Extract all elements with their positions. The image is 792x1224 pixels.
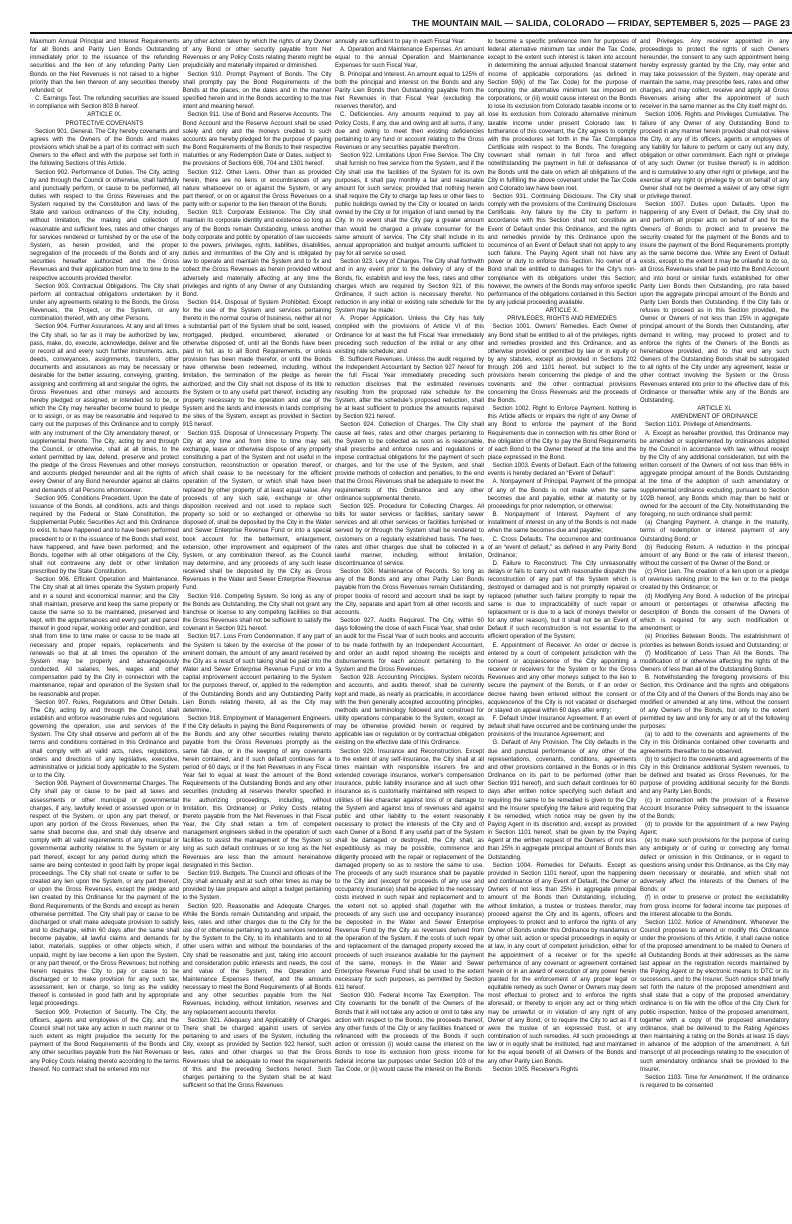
ordinance-paragraph: (c) Prior Lien. The creation of a lien upon or a pledge of revenues ranking prior to the lien or to the pledge created by this Ordinance; or	[640, 569, 789, 592]
ordinance-paragraph: and Privileges. Any receiver appointed in any proceedings to protect the rights of such Owners hereunder, the consent to any such appointment being hereby expressly granted by the City, may enter and may take possession of the System, may operate and maintain the same, may prescribe fees, rates and other charges, and may collect, receive and apply all Gross Revenues arising after the appointment of such receiver in the same manner as the City itself might do.	[640, 39, 789, 111]
ordinance-paragraph: Section 1007. Duties upon Defaults. Upon the happening of any Event of Default, the City shall do and perform all proper acts on behalf of and for the Owners of Bonds to protect and to preserve the security created for the payment of the Bonds and to insure the payment of the Bond Requirements promptly as the same become due. While any Event of Default exists, except to the extent it may be unlawful to do so, all Gross Revenues shall be paid into the Bond Account and into bond or similar funds established for other Parity Lien Bonds then Outstanding, pro rata based upon the aggregate principal amount of the Bonds and Parity Lien Bonds then Outstanding. If the City fails or refuses to proceed as in this Section provided, the Owner or Owners of not less than 25% in aggregate principal amount of the Bonds then Outstanding, after demand in writing, may proceed to protect and to enforce the rights of the Owners of the Bonds as hereinabove provided, and to that end any such Owners of the Outstanding Bonds shall be subrogated to all rights of the City under any agreement, lease or other contract involving the System or the Gross Revenues entered into prior to the effective date of this Ordinance or thereafter while any of the Bonds are Outstanding.	[640, 202, 789, 404]
page-masthead: THE MOUNTAIN MAIL — SALIDA, COLORADO — FRIDAY, SEPTEMBER 5, 2025 — PAGE 23	[411, 18, 790, 28]
ordinance-paragraph: Section 1005. Receiver's Rights	[492, 1066, 579, 1073]
ordinance-paragraph: G. Default of Any Provision. The City defaults in the due and punctual performance of any other of the representations, covenants, conditions, agreements and other provisions contained in the Bonds or in this Ordinance on its part to be performed (other than Section 931 hereof), and such default continues for 60 days after written notice specifying such default and requiring the same to be remedied is given to the City and the Insurer specifying the failure and requiring that it be remedied, which notice may be given by the Paying Agent in its discretion and, except as provided in Section 1101 hereof, shall be given by the Paying Agent at the written request of the Owners of not less than 25% in aggregate principal amount of Bonds then Outstanding.	[487, 740, 637, 861]
text-column-3	[335, 38, 484, 1214]
ordinance-paragraph: Section 902. Performance of Duties. The City, acting by and through the Council or otherwise, shall faithfully and punctually perform, or cause to be performed, all duties with respect to the Gross Revenues and the System required by the Constitution and laws of the State and various ordinances of the City, including, without limitation, the making and collection of reasonable and sufficient fees, rates and other charges for services rendered or furnished by or the use of the System, as herein provided, and the proper segregation of the proceeds of the Bonds and of any securities hereafter authorized and the Gross Revenues and their application from time to time to the respective accounts provided therefor.	[30, 169, 179, 282]
ordinance-paragraph: (f) Modification of Less Than All the Bonds. The modification of or otherwise affecting the rights of the Owners of less than all of the Outstanding Bonds.	[640, 650, 789, 674]
ordinance-paragraph: (f) in order to preserve or protect the excludability from gross income for federal income tax purposes of the interest allocable to the Bonds.	[640, 895, 789, 918]
ordinance-paragraph: Section 1101. Privilege of Amendments.	[645, 422, 752, 429]
ordinance-paragraph: annually are sufficient to pay in each Fiscal Year:	[335, 39, 466, 45]
article-heading: PRIVILEGES, RIGHTS AND REMEDIES	[507, 316, 617, 323]
ordinance-paragraph: B. Nonpayment of Interest. Payment of any installment of interest on any of the Bonds is not made when the same becomes due and payable;	[487, 512, 637, 535]
ordinance-paragraph: Section 912. Other Liens. Other than as provided herein, there are no liens or encumbrances of any nature whatsoever on or against the System, or any part thereof, or on or against the Gross Revenues on a parity with or superior to the lien thereon of the Bonds.	[182, 169, 332, 209]
ordinance-paragraph: Section 1002. Right to Enforce Payment. Nothing in this Article affects or impairs the right of any Owner of any Bond to enforce the payment of the Bond Requirements due in connection with his other Bond or the obligation of the City to pay the Bond Requirements of each Bond to the Owner thereof at the time and the place expressed in the Bond.	[487, 406, 637, 461]
ordinance-paragraph: Section 908. Payment of Governmental Charges. The City shall pay or cause to be paid all taxes and assessments or other municipal or governmental charges, if any, lawfully levied or assessed upon or in respect of the System, or upon any part thereof, or upon any portion of the Gross Revenues, when the same shall become due, and shall duly observe and comply with all valid requirements of any municipal or governmental authority relative to the System or any part thereof, except for any period during which the same are being contested in good faith by proper legal proceedings. The City shall not create or suffer to be created any lien upon the System, or any part thereof, or upon the Gross Revenues, except the pledge and lien created by this Ordinance for the payment of the Bond Requirements of the Bonds and except as herein otherwise permitted. The City shall pay or cause to be discharged or shall make adequate provision to satisfy and to discharge, within 60 days after the same shall become payable, all lawful claims and demands for labor, materials, supplies or other objects which, if unpaid, might by law become a lien upon the System, or any part thereof, or the Gross Revenues; but nothing herein requires the City to pay or cause to be discharged or to make provision for any such tax, assessment, lien or charge, so long as the validity thereof is contested in good faith and by appropriate legal proceedings.	[30, 781, 179, 1008]
ordinance-paragraph: Maximum Annual Principal and Interest Requirements for all Bonds and Parity Lien Bonds Outstanding immediately prior to the issuance of the refunding securities and the lien of any refunding Parity Lien Bonds on the Net Revenues is not raised to a higher priority than the lien thereon of any securities thereby refunded; or	[30, 39, 179, 94]
ordinance-paragraph: any other action taken by which the rights of any Owner of any Bond or other security payable from Net Revenues or any Policy Costs relating thereto might be prejudicially and materially impaired or diminished.	[182, 39, 332, 70]
ordinance-paragraph: Section 924. Collection of Charges. The City shall cause all fees, rates and other charges pertaining to the System to be collected as soon as is reasonable, shall prescribe and enforce rules and regulations or impose contractual obligations for the payment of such charges, and for the use of the System, and shall provide methods of collection and penalties, to the end that the Gross Revenues shall be adequate to meet the requirements of this Ordinance and any other ordinance supplemental thereto.	[335, 422, 484, 502]
ordinance-paragraph: A. Proper Application. Unless the City has fully complied with the provisions of Article VI of this Ordinance for at least the full Fiscal Year immediately preceding such reduction of the initial or any other existing rate schedule; and	[335, 316, 484, 355]
ordinance-paragraph: A. Except as hereafter provided, this Ordinance may be amended or supplemented by ordinances adopted by the Council in accordance with law, without receipt by the City of any additional consideration, but with the written consent of the Owners of not less than 66% in aggregate principal amount of the Bonds Outstanding at the time of the adoption of such amendatory or supplemental ordinance excluding, pursuant to Section 102B hereof, any Bonds which may then be held or owned for the account of the City. Notwithstanding the foregoing, no such ordinance shall permit:	[640, 430, 789, 519]
ordinance-paragraph: Section 923. Levy of Charges. The City shall forthwith and in any event prior to the delivery of any of the Bonds, fix, establish and levy the fees, rates and other charges which are required by Section 921 of this Ordinance, if such action is necessary therefor. No reduction in any initial or existing rate schedule for the System may be made:	[335, 259, 484, 315]
ordinance-paragraph: Section 931. Continuing Disclosure. The City shall comply with the provisions of the Continuing Disclosure Certificate. Any failure by the City to perform in accordance with this Section shall not constitute an Event of Default under this Ordinance, and the rights and remedies provide by this Ordinance upon the occurrence of an Event of Default shall not apply to any such failure. The Paying Agent shall not have any power or duty to enforce this Section. No owner of a Bond shall be entitled to damages for the City's non-compliance with its obligations under this Section; however, the owners of the Bonds may enforce specific performance of the obligations contained in this Section by any judicial proceeding available.	[487, 193, 637, 306]
ordinance-paragraph: Section 1006. Rights and Privileges Cumulative. The failure of any Owner of any Outstanding Bond to proceed in any manner herein provided shall not relieve the City, or any of its officers, agents or employees of any liability for failure to perform or carry out any duty, obligation or other commitment. Each right or privilege of any such Owner (or trustee thereof) is in addition and is cumulative to any other right or privilege, and the exercise of any right or privilege by or on behalf of any Owner shall not be deemed a waiver of any other right or privilege thereof.	[640, 112, 789, 200]
ordinance-paragraph: to become a specific preference item for purposes of federal alternative minimum tax under the Tax Code, except to the extent such interest is taken into account in determining the annual adjusted financial statement income of applicable corporations (as defined in Section 59(k) of the Tax Code) for the purpose of computing the alternative minimum tax imposed on corporations, or (iii) would cause interest on the Bonds to lose its exclusion from Colorado taxable income or to lose its exclusion from Colorado alternative minimum taxable income under present Colorado law. In furtherance of this covenant, the City agrees to comply with the procedures set forth in the Tax Compliance Certificate with respect to the Bonds. The foregoing covenant shall remain in full force and effect notwithstanding the payment in full or defeasance of the Bonds until the date on which all obligations of the City in fulfilling the above covenant under the Tax Code and Colorado law have been met.	[487, 39, 637, 192]
ordinance-paragraph: C. Deficiencies. Any amounts required to pay all Policy Costs, if any, due and owing and all sums, if any, due and owing to meet then existing deficiencies pertaining to any fund or account relating to the Gross Revenues or any securities payable therefrom.	[335, 112, 484, 152]
ordinance-paragraph: (e) to make such provisions for the purpose of curing any ambiguity or of curing or correcting any formal defect or omission in this Ordinance, or in regard to questions arising under this Ordinance, as the City may deem necessary or desirable, and which shall not adversely affect the interests of the Owners of the Bonds; or	[640, 838, 789, 894]
ordinance-paragraph: A. Nonpayment of Principal. Payment of the principal of any of the Bonds is not made when the same becomes due and payable, either at maturity or by proceedings for prior redemption, or otherwise;	[487, 479, 637, 510]
text-column-5	[640, 38, 789, 1214]
ordinance-paragraph: (a) to add to the covenants and agreements of the City in this Ordinance contained other covenants and agreements thereafter to be observed;	[640, 732, 789, 755]
ordinance-paragraph: Section 1103. Time for Amendment. If the ordinance is required to be consented	[640, 1074, 789, 1089]
ordinance-paragraph: (d) Modifying Any Bond. A reduction of the principal amount or percentages or otherwise affecting the description of Bonds the consent of the Owners of which is required for any such modification or amendment; or	[640, 593, 789, 633]
ordinance-paragraph: Section 911. Use of Bond and Reserve Accounts. The Bond Account and the Reserve Account shall be used solely and only and the moneys credited to such accounts are hereby pledged for the purpose of paying the Bond Requirements of the Bonds to their respective maturities or any Redemption Date or Dates, subject to the provisions of Sections 606, 704 and 1301 hereof.	[182, 112, 332, 168]
article-heading: ARTICLE X.	[545, 308, 579, 315]
article-heading: AMENDMENT OF ORDINANCE	[671, 414, 758, 421]
ordinance-paragraph: D. Failure to Reconstruct. The City unreasonably delays or fails to carry out with reasonable dispatch the reconstruction of any part of the System which is destroyed or damaged and is not promptly repaired or replaced (whether such failure promptly to repair the same is due to impracticability of such repair or replacement or is due to a lack of moneys therefor or for any other reason), but it shall not be an Event of Default if such reconstruction is not essential to the efficient operation of the System;	[487, 561, 637, 641]
text-column-1	[30, 38, 179, 1214]
ordinance-paragraph: Section 927. Audits Required. The City, within 60 days following the close of each Fiscal Year, shall order an audit for the Fiscal Year of such books and accounts to be made forthwith by an Independent Accountant, and order an audit report showing the receipts and disbursements for each account pertaining to the System and the Gross Revenues.	[335, 618, 484, 674]
ordinance-paragraph: Section 1003. Events of Default. Each of the following events is hereby declared an “Event of Default”:	[487, 463, 637, 478]
article-heading: ARTICLE IX.	[87, 112, 122, 119]
ordinance-paragraph: Section 925. Procedure for Collecting Charges. All bills for water services or facilities, sanitary sewer services and all other services or facilities furnished or served by or through the System shall be rendered to customers on a regularly established basis. The fees, rates and other charges due shall be collected in a lawful manner, including, without limitation, discontinuance of service.	[335, 503, 484, 567]
ordinance-paragraph: Section 922. Limitations Upon Free Service. The City shall furnish no free service from the System, and if the City shall use the facilities of the System for its own purposes, it shall pay monthly a fair and reasonable amount for such service; provided that nothing herein shall require the City to charge tap fees or other fees to public buildings owned by the City or located on lands owned by the City or for irrigation of land owned by the City. In no event shall the City pay a greater amount than would be charged a private consumer for the same amount of service. The City shall include in its annual appropriation and budget amounts sufficient to pay for all service so used.	[335, 153, 484, 258]
ordinance-paragraph: Section 1001. Owners' Remedies. Each Owner of any Bond shall be entitled to all of the privileges, rights and remedies provided and this Ordinance, and as otherwise provided or permitted by law or in equity or by any statutes, except as provided in Sections 202 through 206 and 1101 hereof, but subject to the provisions herein concerning the pledge of and the covenants and the other contractual provisions concerning the Gross Revenues and the proceeds of the Bonds.	[487, 324, 637, 404]
ordinance-paragraph: A. Operation and Maintenance Expenses. An amount equal to the annual Operation and Maintenance Expenses for such Fiscal Year,	[335, 47, 484, 70]
ordinance-paragraph: Section 903. Contractual Obligations. The City shall perform all contractual obligations undertaken by it under any agreements relating to the Bonds, the Gross Revenues, the Project, or the System, or any combination thereof, with any other Persons.	[30, 283, 179, 323]
ordinance-paragraph: Section 1004. Remedies for Defaults. Except as provided in Section 1101 hereof, upon the happening and continuance of any Event of Default, the Owner or Owners of not less than 25% in aggregate principal amount of the Bonds then Outstanding, including, without limitation, a trustee or trustees therefor, may proceed against the City and its agents, officers and employees to protect and to enforce the rights of any Owner of Bonds under this Ordinance by mandamus or by other suit, action or special proceedings in equity or at law, in any court of competent jurisdiction, either for the appointment of a receiver or for the specific performance of any covenant or agreement contained herein or in an award of execution of any power herein granted for the enforcement of any proper legal or equitable remedy as such Owner or Owners may deem most effectual to protect and to enforce the rights aforesaid, or thereby to enjoin any act or thing which may be unlawful or in violation of any right of any Owner of any Bond, or to require the City to act as if it were the trustee of an expressed trust, or any combination of such remedies. All such proceedings at law or in equity shall be instituted, had and maintained for the equal benefit of all Owners of the Bonds and any other Parity Lien Bonds.	[487, 862, 637, 1065]
ordinance-paragraph: (a) Changing Payment. A change in the maturity, terms of redemption or interest payment of any Outstanding Bond; or	[640, 520, 789, 543]
article-heading: PROTECTIVE COVENANTS	[65, 120, 144, 127]
ordinance-paragraph: Section 919. Budgets. The Council and officials of the City shall annually and at such other times as may be provided by law prepare and adopt a budget pertaining to the System.	[182, 870, 332, 902]
ordinance-paragraph: Section 1102. Notice of Amendment. Whenever the Council proposes to amend or modify this Ordinance under the provisions of this Article, it shall cause notice of the proposed amendment to be mailed to Owners of all Outstanding Bonds at their addresses as the same last appear on the registration records maintained by the Paying Agent or by electronic means to DTC or its successors, and to the Insurer. Such notice shall briefly set forth the nature of the proposed amendment and shall state that a copy of the proposed amendatory ordinance is on file with the office of the City Clerk for public inspection. Notice of the proposed amendment, together with a copy of the proposed amendatory ordinance, shall be delivered to the Rating Agencies then maintaining a rating on the Bonds at least 15 days in advance of the adoption of the amendment. A full transcript of all proceedings relating to the execution of such amendatory ordinance shall be provided to the Insurer.	[640, 919, 789, 1073]
article-heading: ARTICLE XI.	[697, 406, 732, 413]
ordinance-paragraph: Section 930. Federal Income Tax Exemption. The City covenants for the benefit of the Owners of the Bonds that it will not take any action or omit to take any action with respect to the Bonds, the proceeds thereof, any other funds of the City or any facilities financed or refinanced with the proceeds of the Bonds if such action or omission (i) would cause the interest on the Bonds to lose its exclusion from gross income for federal income tax purposes under Section 103 of the Tax Code, or (ii) would cause the interest on the Bonds	[335, 993, 484, 1073]
ordinance-paragraph: (b) to subject to the covenants and agreements of the City in this Ordinance additional System revenues, to be defined and treated as Gross Revenues, for the purpose of providing additional security for the Bonds and any Parity Lien Bonds;	[640, 756, 789, 796]
ordinance-paragraph: (e) Priorities Between Bonds. The establishment of priorities as between Bonds issued and Outstanding; or	[640, 634, 789, 649]
text-column-2	[183, 38, 332, 1214]
ordinance-paragraph: Section 920. Reasonable and Adequate Charges. While the Bonds remain Outstanding and unpaid, the fees, rates and other charges due to the City for the use of or otherwise pertaining to and services rendered by the System to the City, to its inhabitants and to all other users within and without the boundaries of the City shall be reasonable and just, taking into account and consideration public interests and needs, the cost and value of the System, the Operation and Maintenance Expenses thereof, and the amounts necessary to meet the Bond Requirements of all Bonds and any other securities payable from the Net Revenues, including, without limitation, reserves and any replacement accounts therefor.	[182, 903, 332, 1016]
ordinance-paragraph: Section 915. Disposal of Unnecessary Property. The City at any time and from time to time may sell, exchange, lease or otherwise dispose of any property constituting a part of the System and not useful in the construction, reconstruction or operation thereof, or which shall cease to be necessary for the efficient operation of the System, or which shall have been replaced by other property of at least equal value. Any proceeds of any such sale, exchange or other disposition received and not used to replace such property so sold or so exchanged or otherwise so disposed of, shall be deposited by the City in the Water and Sewer Enterprise Revenue Fund or into a special book account for the betterment, enlargement, extension, other improvement and equipment of the System, or any combination thereof, as the Council may determine, and any proceeds of any such lease received shall be deposited by the City as Gross Revenues in the Water and Sewer Enterprise Revenue Fund.	[182, 430, 332, 592]
ordinance-paragraph: Section 929. Insurance and Reconstruction. Except to the extent of any self-insurance, the City shall at all times maintain with responsible insurers fire and extended coverage insurance, worker's compensation insurance, public liability insurance and all such other insurance as is customarily maintained with respect to utilities of like character against loss of or damage to the System and against loss of revenues and against public and other liability to the extent reasonably necessary to protect the interests of the City and of each Owner of a Bond. If any useful part of the System shall be damaged or destroyed, the City shall, as expeditiously as may be possible, commence and diligently proceed with the repair or replacement of the damaged property so as to restore the same to use. The proceeds of any such insurance shall be payable to the City and (except for proceeds of any use and occupancy insurance) shall be applied to the necessary costs involved in such repair and replacement and to the extent not so applied shall (together with the proceeds of any such use and occupancy insurance) be deposited in the Water and Sewer Enterprise Revenue Fund by the City as revenues derived from the operation of the System. If the costs of such repair and replacement of the damaged property exceed the proceeds of such insurance available for the payment of the same, moneys in the Water and Sewer Enterprise Revenue Fund shall be used to the extent necessary for such purposes, as permitted by Section 611 hereof.	[335, 748, 484, 992]
ordinance-paragraph: Section 905. Conditions Precedent. Upon the date of issuance of the Bonds, all conditions, acts and things required by the Federal or State Constitution, the Supplemental Public Securities Act and this Ordinance to exist, to have happened and to have been performed precedent to or in the issuance of the Bonds shall exist, have happened, and have been performed; and the Bonds, together with all other obligations of the City, shall not contravene any debt or other limitation prescribed by the State Constitution.	[30, 495, 179, 576]
masthead-rule	[30, 32, 792, 34]
ordinance-paragraph: Section 901. General. The City hereby covenants and agrees with the Owners of the Bonds and makes provisions which shall be a part of its contract with such Owners to the effect and with the purpose set forth in the following Sections of this Article.	[30, 128, 179, 168]
ordinance-paragraph: Section 907. Rules, Regulations and Other Details. The City, acting by and through the Council, shall establish and enforce reasonable rules and regulations governing the operation, use and services of the System. The City shall observe and perform all of the terms and conditions contained in this Ordinance and shall comply with all valid acts, rules, regulations, orders and directions of any legislative, executive, administrative or judicial body applicable to the System or to the City.	[30, 699, 179, 780]
ordinance-paragraph: Section 918. Employment of Management Engineers. If the City defaults in paying the Bond Requirements of the Bonds and any other securities relating thereto payable from the Gross Revenues promptly as the same fall due, or in the keeping of any covenants herein contained, and if such default continues for a period of 60 days, or if the Net Revenues in any Fiscal Year fail to equal at least the amount of the Bond Requirements of the Outstanding Bonds and any other securities (including all reserves therefor specified in the authorizing proceedings, including, without limitation, this Ordinance) or Policy Costs relating thereto payable from the Net Revenues in that Fiscal Year, the City shall retain a firm of competent management engineers skilled in the operation of such facilities to assist the management of the System so long as such default continues or so long as the Net Revenues are less than the amount hereinabove designated in this Section.	[182, 715, 332, 869]
ordinance-paragraph: (b) Reducing Return. A reduction in the principal amount of any Bond or the rate of interest thereon, without the consent of the Owner of the Bond; or	[640, 544, 789, 567]
ordinance-paragraph: (d) to provide for the appointment of a new Paying Agent;	[640, 822, 789, 837]
ordinance-paragraph: B. Notwithstanding the foregoing provisions of this Section, this Ordinance and the rights and obligations of the City and of the Owners of the Bonds may also be modified or amended at any time, without the consent of any Owners of the Bonds, but only to the extent permitted by law and only for any or all of the following purposes:	[640, 675, 789, 731]
ordinance-paragraph: B. Principal and Interest. An amount equal to 125% of both the principal and interest on the Bonds and any Parity Lien Bonds then Outstanding payable from the Net Revenues in that Fiscal Year (excluding the reserves therefor), and	[335, 71, 484, 111]
ordinance-paragraph: E. Appointment of Receiver. An order or decree is entered by a court of competent jurisdiction with the consent or acquiescence of the City appointing a receiver or receivers for the System or for the Gross Revenues and any other moneys subject to the lien to secure the payment of the Bonds, or if an order or decree having been entered without the consent or acquiescence of the City is not vacated or discharged or stayed on appeal within 60 days after entry;	[487, 642, 637, 714]
ordinance-paragraph: B. Sufficient Revenues. Unless the audit required by the Independent Accountant by Section 927 hereof for the full Fiscal Year immediately preceding such reduction discloses that the estimated revenues resulting from the proposed rate schedule for the System, after the schedule's proposed reduction, shall be at least sufficient to produce the amounts required by Section 921 hereof.	[335, 357, 484, 421]
ordinance-paragraph: Section 921. Adequacy and Applicability of Charges. There shall be charged against users of service pertaining to and users of the System, including the City, except as provided by Section 922 hereof, such fees, rates and other charges so that the Gross Revenues shall be adequate to meet the requirements of this and the preceding Sections hereof. Such charges pertaining to the System shall be at least sufficient so that the Gross Revenues	[182, 1017, 332, 1089]
ordinance-paragraph: Section 913. Corporate Existence. The City shall maintain its corporate identity and existence so long as any of the Bonds remain Outstanding, unless another body corporate and politic by operation of law succeeds to the powers, privileges, rights, liabilities, disabilities, duties and immunities of the City and is obligated by law to operate and maintain the System and to fix and collect the Gross Revenues as herein provided without adversely and materially affecting at any time the privileges and rights of any Owner of any Outstanding Bond.	[182, 210, 332, 298]
ordinance-paragraph: Section 916. Competing System. So long as any of the Bonds are Outstanding, the City shall not grant any franchise or license to any competing facilities so that the Gross Revenues shall not be sufficient to satisfy the covenant in Section 921 hereof.	[182, 593, 332, 633]
ordinance-paragraph: Section 910. Prompt Payment of Bonds. The City shall promptly pay the Bond Requirements of the Bonds at the places, on the dates and in the manner specified herein and in the Bonds according to the true intent and meaning hereof.	[182, 71, 332, 111]
ordinance-paragraph: Section 917. Loss From Condemnation. If any part of the System is taken by the exercise of the power of eminent domain, the amount of any award received by the City as a result of such taking shall be paid into the Water and Sewer Enterprise Revenue Fund or into a capital improvement account pertaining to the System for the purposes thereof, or, applied to the redemption of the Outstanding Bonds and any Outstanding Parity Lien Bonds relating thereto, all as the City may determine.	[182, 634, 332, 714]
ordinance-paragraph: Section 914. Disposal of System Prohibited. Except for the use of the System and services pertaining thereto in the normal course of business, neither all nor a substantial part of the System shall be sold, leased, mortgaged, pledged, encumbered, alienated or otherwise disposed of, until all the Bonds have been paid in full, as to all Bond Requirements, or unless provision has been made therefor, or until the Bonds have otherwise been redeemed, including, without limitation, the termination of the pledge as herein authorized; and the City shall not dispose of its title to the System or to any useful part thereof, including any property necessary to the operation and use of the System and the lands and interests in lands comprising the sites of the System, except as provided in Section 915 hereof.	[182, 300, 332, 429]
ordinance-paragraph: Section 928. Accounting Principles. System records and accounts, and audits thereof, shall be currently kept and made, as nearly as practicable, in accordance with the then generally accepted accounting principles, methods and terminology followed and construed for utility operations comparable to the System, except as may be otherwise provided herein or required by applicable law or regulation or by contractual obligation existing on the effective date of this Ordinance.	[335, 675, 484, 747]
ordinance-paragraph: Section 904. Further Assurances. At any and all times the City shall, so far as it may be authorized by law, pass, make, do, execute, acknowledge, deliver and file or record all and every such further instruments, acts, deeds, conveyances, assignments, transfers, other documents and assurances as may be necessary or desirable for the better assuring, conveying, granting, assigning and confirming all and singular the rights, the Gross Revenues and other moneys and accounts hereby pledged or assigned, or intended so to be, or which the City may hereafter become bound to pledge or to assign, or as may be reasonable and required to carry out the purposes of this Ordinance and to comply with any instrument of the City amendatory thereof, or supplemental thereto. The City, acting by and through the Council, or otherwise, shall at all times, to the extent permitted by law, defend, preserve and protect the pledge of the Gross Revenues and other moneys and accounts pledged hereunder and all the rights of every Owner of any Bond hereunder against all claims and demands of all Persons whomsoever.	[30, 324, 179, 494]
ordinance-paragraph: (c) in connection with the provision of a Reserve Account Insurance Policy subsequent to the issuance of the Bonds;	[640, 797, 789, 820]
ordinance-paragraph: Section 906. Efficient Operation and Maintenance. The City shall at all times operate the System properly and in a sound and economical manner; and the City shall maintain, preserve and keep the same properly or cause the same so to be maintained, preserved and kept, with the appurtenances and every part and parcel thereof in good repair, working order and condition, and shall from time to time make or cause to be made all necessary and proper repairs, replacements and renewals so that at all times the operation of the System may be properly and advantageously conducted. All salaries, fees, wages and other compensation paid by the City in connection with the maintenance, repair and operation of the System shall be reasonable and proper.	[30, 577, 179, 698]
ordinance-paragraph: C. Earnings Test. The refunding securities are issued in compliance with Section 803 B hereof.	[30, 96, 179, 111]
ordinance-paragraph: Section 926. Maintenance of Records. So long as any of the Bonds and any other Parity Lien Bonds payable from the Gross Revenues remain Outstanding, proper books of record and account shall be kept by the City, separate and apart from all other records and accounts.	[335, 569, 484, 616]
ordinance-paragraph: C. Cross Defaults. The occurrence and continuance of an “event of default,” as defined in any Parity Bond Ordinance;	[487, 536, 637, 559]
ordinance-paragraph: Section 909. Protection of Security. The City, the officers, agents and employees of the City, and the Council shall not take any action in such manner or to such extent as might prejudice the security for the payment of the Bond Requirements of the Bonds and any other securities payable from the Net Revenues or any Policy Costs relating thereto according to the terms thereof. No contract shall be entered into nor	[30, 1009, 179, 1073]
ordinance-paragraph: F. Default Under Insurance Agreement. If an event of default shall have occurred and be continuing under the provisions of the Insurance Agreement; and	[487, 715, 637, 739]
text-column-4	[488, 38, 637, 1214]
